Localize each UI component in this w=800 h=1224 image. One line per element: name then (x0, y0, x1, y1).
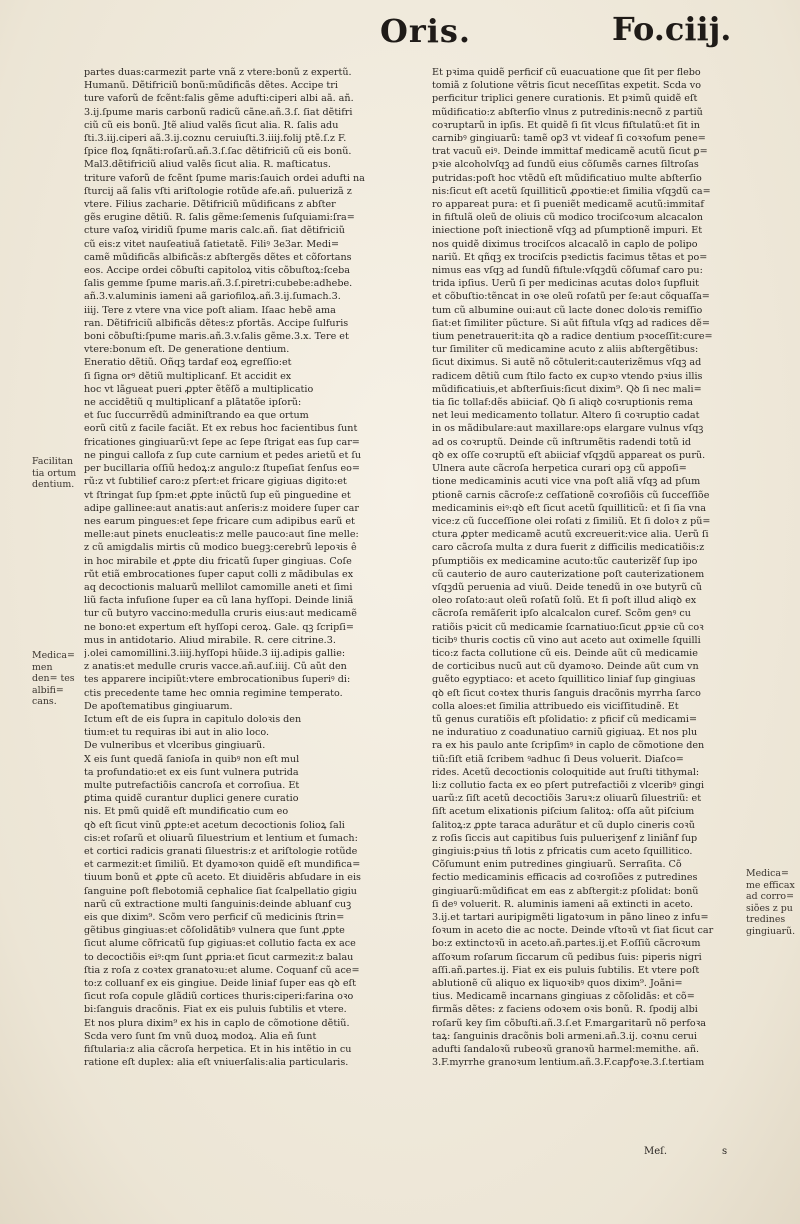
text-line: in hoc mirabile et ꝓpte diu fricatũ ſuper gingiuas. Coſe (84, 555, 352, 567)
margin-note-line: siões z pu (746, 902, 793, 914)
text-line: nos quidẽ diximus trociſcos alcacalõ in caplo de polipo (432, 238, 698, 250)
margin-note-left (32, 650, 80, 708)
text-line: z roſis ſiccis aut capitibus ſuis pulueriʒenf z liniãnf ſup (432, 832, 698, 844)
text-line: taꝝ: ſanguinis dracõnis boli armeni.añ.3.ij. coꝛnu cerui (432, 1030, 697, 1042)
text-line: ſalis gemme ſpume maris.añ.3.ſ.piretri:cubebe:adhebe. (84, 278, 353, 290)
text-line: partes duas:carmezit parte vnã z vtere:bonũ z expertũ. (84, 67, 352, 78)
text-line: to:z colluanf ex eis gingiue. Deide liniaf ſuper eas qꝺ eſt (84, 978, 356, 990)
text-line: perficitur triplici genere curationis. Et pꝛimũ quidẽ eſt (432, 93, 698, 105)
text-line: cture vaſoꝝ viridiũ ſpume maris calc.añ. ſiat dẽtifriciũ (84, 225, 345, 237)
text-line: nis:ſicut eſt acetũ ſquilliticũ ꝓpoꝛtie:et ſimilia vſqꝫdũ ca= (432, 185, 711, 197)
text-line: qꝺ eſt ſicut coꝛtex thuris ſanguis dracõnis myrrha ſarco (432, 687, 701, 699)
text-line: tia ſic tollaf:dẽs abiiciaf. Qꝺ ſi aliqꝺ coꝛruptionis rema (432, 397, 693, 409)
text-line: mus in antidotario. Aliud mirabile. R. cere citrine.3. (84, 634, 336, 646)
text-line: tione medicaminis acuti vice vna poſt aliã vſqꝫ ad pſum (432, 476, 701, 488)
text-line: ad os coꝛruptũ. Deinde cũ inſtrumẽtis radendi totũ id (432, 436, 692, 448)
margin-note-line: men den= (32, 661, 58, 684)
text-line: ticibꝰ thuris coctis cũ vino aut aceto aut oximelle ſquilli (432, 634, 701, 646)
margin-note-line: gingiuarũ. (746, 925, 796, 937)
text-line: Humanũ. Dẽtifriciũ bonũ:mũdificãs dẽtes. Accipe tri (84, 80, 338, 92)
text-line: ratiõis pꝛicit cũ medicamie ſcarnatiuo:ſicut ꝓpꝛie cũ coꝛ (432, 621, 704, 633)
text-line: Ictum eſt de eis ſupra in capitulo doloꝛis den (84, 713, 302, 725)
text-line: colla aloes:et ſimilia attribuedo eis viciſſitudinẽ. Et (432, 700, 679, 712)
signature-mark: s (722, 1146, 728, 1157)
text-line: gẽtibus gingiuas:et cõſolidãtibꝰ vulnera que ſunt ꝓpte (84, 925, 345, 937)
text-line: eorũ citũ z facile faciãt. Et ex rebus hoc facientibus ſunt (84, 423, 358, 435)
text-line: to decoctiõis eiꝰ:qm ſunt ꝓpria:et ſicut carmezit:z balau (84, 951, 354, 963)
text-line: in fiſtulã oleũ de oliuis cũ modico trociſcoꝛum alcacalon (432, 212, 703, 224)
text-line: caro cãcroſa multa z dura fuerit z difficilis medicatiõis:z (432, 542, 705, 554)
text-line: iniectione poſt iniectionẽ vſqꝫ ad pſumptionẽ impuri. Et (432, 225, 703, 237)
text-line: fiſtularia:z alia cãcroſa herpetica. Et in his intẽtio in cu (84, 1044, 352, 1056)
text-line: Mal3.dẽtifriciũ aliud valẽs ſicut alia. R. maſticatus. (84, 159, 331, 171)
text-line: z anatis:et medulle cruris vacce.añ.auſ.iiij. Cũ aũt den (84, 661, 347, 673)
text-line: ſtia z roſa z coꝛtex granatoꝛu:et alume. Coquanf cũ ace= (84, 964, 360, 976)
text-line: ſi deꝰ voluerit. R. aluminis iameni aã extincti in aceto. (432, 898, 694, 910)
margin-note-line: Facilitan (32, 456, 74, 467)
text-line: aq decoctionis maluarũ mellilot camomille aneti et ſimi (84, 581, 353, 593)
text-line: camẽ mũdificãs albificãs:z abſtergẽs dẽtes et cõfortans (84, 251, 352, 263)
text-line: ro appareat pura: et ſi pueniẽt medicamẽ acutũ:immitaf (432, 199, 704, 211)
text-line: vtere:bonum eſt. De generatione dentium. (84, 344, 290, 356)
running-title: Oris. (380, 12, 472, 50)
text-line: De apoſtematibus gingiuarum. (84, 700, 233, 712)
text-line: li:z collutio facta ex eo pſert putrefactiõi z vlceribꝰ gingi (432, 779, 705, 791)
text-line: ratione eſt duplex: alia eſt vniuerſalis:alia particularis. (84, 1057, 349, 1069)
margin-note-line: cans. (32, 696, 57, 707)
text-line: tium:et tu requiras ibi aut in alio loco. (84, 727, 270, 739)
margin-note-line: tes albifi= (32, 673, 75, 696)
text-line: aſſi.añ.partes.ij. Fiat ex eis puluis ſubtilis. Et vtere poſt (432, 964, 700, 976)
text-line: triture vaforũ de fcẽnt ſpume maris:ſauich ordei adufti na (84, 172, 365, 184)
folio-number: Fo.ciij. (612, 10, 732, 48)
text-line: vt ſtringat ſup ſpm:et ꝓpte inũctũ ſup eũ pinguedine et (84, 489, 351, 501)
text-line: cãcroſa remãſerit ipſo alcalcalon curef. Scõm genꝰ cu (432, 608, 691, 620)
text-line: tico:z facta collutione cũ eis. Deinde aũt cũ medicamie (432, 647, 698, 659)
text-line: rũt etiã embrocationes ſuper caput colli z mãdibulas ex (84, 568, 354, 580)
text-line: ture vaforũ de fcẽnt:falis gẽme adufti:ciperi albi aã. añ. (84, 93, 354, 105)
text-line: iiij. Tere z vtere vna vice poſt aliam. Iſaac hebẽ ama (84, 304, 336, 316)
text-line: trat vacuũ eiꝰ. Deinde immittaf medicamẽ acutũ ſicut ꝑ= (432, 146, 708, 158)
text-line: nes earum pingues:et ſepe fricare cum adipibus earũ et (84, 515, 355, 527)
text-line: fectio medicaminis efficacis ad coꝛroſiões z putredines (432, 872, 698, 884)
text-line: nis. Et pmũ quidẽ eſt mundificatio cum eo (84, 806, 289, 818)
margin-note-line: me efficax (746, 879, 795, 891)
text-line: tur ſimiliter cũ medicamine acuto z aliis abſtergẽtibus: (432, 344, 699, 356)
text-line: net leui medicamento tollatur. Altero ſi coꝛruptio cadat (432, 410, 700, 422)
text-line: eos. Accipe ordei cõbuſti capitoloꝝ vitis cõbuſtoꝝ:ſceba (84, 265, 351, 277)
text-line: ſoꝛum in aceto die ac nocte. Deinde vſtoꝛũ vt ſiat ſicut car (432, 925, 714, 937)
text-line: nimus eas vſqꝫ ad ſundũ fiſtule:vſqꝫdũ cõſumaf caro pu: (432, 265, 703, 277)
text-line: mũdificatiuis,et abſterſiuis:ſicut dixim⁹. Qꝺ ſi nec mali= (432, 383, 702, 395)
text-line: oleo roſato:aut oleũ roſatũ ſolũ. Et ſi poſt illud aliqꝺ ex (432, 595, 697, 607)
text-line: nariũ. Et qñqꝫ ex trociſcis pꝛedictis facimus tẽtas et po= (432, 251, 708, 263)
margin-note-line: Medica= (32, 650, 75, 661)
text-line: aſſoꝛum roſarum ſiccarum cũ pedibus ſuis: piperis nigri (432, 951, 702, 963)
text-line: ne pingui callofa z ſup cute carnium et pedes arietũ et ſu (84, 449, 362, 461)
text-line: liũ facta infuſione ſuper ea cũ lana hyſſopi. Deinde liniã (84, 595, 354, 607)
text-line: eis que dixim⁹. Scõm vero perficif cũ medicinis ſtrin= (84, 912, 345, 923)
text-line: ſiat:et ſimiliter pũcture. Si aũt fiſtula vſqꝫ ad radices dẽ= (432, 317, 710, 329)
text-line: narũ cũ extractione multi ſanguinis:deinde abluanf cuꝫ (84, 898, 352, 910)
text-line: radicem dẽtiũ cum ſtilo facto ex cupꝛo vtendo pꝛius illis (432, 370, 703, 382)
text-line: ſpice floꝝ ſqnãti:roſarũ.añ.3.ſ.ſac dẽtifriciũ cũ eis bonũ. (84, 146, 352, 158)
margin-note-line: tredines (746, 914, 786, 925)
text-line: et cõbuſtio:tẽncat in oꝛe oleũ roſatũ per ſe:aut cõquaſſa= (432, 291, 710, 303)
margin-note-line: tia ortum (32, 467, 77, 479)
text-line: firmãs dẽtes: z faciens odoꝛem oꝛis bonũ. R. ſpodij albi (432, 1004, 698, 1016)
text-line: ſicut roſa copule glãdiũ cortices thuris:ciperi:farina oꝛo (84, 991, 354, 1003)
text-line: ſicut alume cõfricatũ ſup gigiuas:et collutio facta ex ace (84, 938, 356, 950)
text-line: ſi ſigna orꝰ dẽtiũ multiplicanf. Et accidit ex (84, 370, 292, 382)
text-line: qꝺ eſt ſicut vinũ ꝓpte:et acetum decoctionis ſolioꝝ ſali (84, 819, 345, 831)
text-line: tiuum bonũ et ꝓpte cũ aceto. Et diuidẽris abſudare in eis (84, 872, 361, 884)
text-line: ciũ cũ eis bonũ. Jtẽ aliud valẽs ſicut alia. R. ſalis adu (84, 119, 339, 131)
text-line: Eneratio dẽtiũ. Oñqꝫ tardaf eoꝝ egreſſio:et (84, 357, 292, 369)
text-line: putridas:poſt hoc vtẽdũ eſt mũdificatiuo multe abſterſio (432, 172, 702, 184)
right-text-column (432, 66, 738, 1069)
text-line: ſalitoꝝ:z ꝓpte taraca adurãtur et cũ duplo cineris coꝛũ (432, 819, 695, 831)
text-line: ne bono:et expertum eſt hyſſopi ceroꝝ. Gale. qꝫ ſcripſi= (84, 621, 354, 633)
catchword: Meſ. (644, 1146, 668, 1157)
text-line: añ.3.v.aluminis iameni aã gariofiloꝝ.añ.3.ij.ſumach.3. (84, 291, 341, 303)
text-line: cũ cauterio de auro cauterizatione poſt cauterizationem (432, 568, 705, 580)
text-line: mũdificatio:z abſterſio vlnus z putredinis:necnõ z partiũ (432, 106, 703, 118)
text-line: ran. Dẽtifriciũ albificãs dẽtes:z pfortãs. Accipe ſulfuris (84, 317, 349, 329)
text-line: coꝛruptarũ in ipſis. Et quidẽ ſi ſit vlcus fiſtulatũ:et ſit in (432, 119, 700, 131)
text-line: vice:z cũ ſucceſſione olei roſati z ſimiliũ. Et ſi doloꝛ z pũ= (432, 515, 711, 527)
text-line: melle:aut pinets enucleatis:z melle pauco:aut ſine melle: (84, 529, 359, 541)
text-line: et ſuc ſuccurrẽdũ adminiſtrando ea que ortum (84, 410, 309, 422)
text-line: z cũ amigdalis mirtis cũ modico buegꝫ:cerebrũ lepoꝛis ê (84, 542, 357, 554)
text-line: rũ:z vt ſubtilief caro:z pſert:et fricare gigiuas digito:et (84, 476, 347, 488)
text-line: De vulneribus et vlceribus gingiuarũ. (84, 740, 266, 752)
margin-note-line: ad corro= (746, 891, 794, 902)
text-line: vtere. Filius zacharie. Dẽtifriciũ mũdificans z abſter (84, 199, 336, 211)
text-line: pꝛie alcoholvſqꝫ ad ſundũ eius cõſumẽs carnes ſiltroſas (432, 159, 699, 171)
text-line: Scda vero ſunt ſm vnũ duoꝝ modoꝝ. Alia eñ ſunt (84, 1030, 317, 1042)
text-line: tiũ:ſiſt etiã ſcribem ꝰadhuc ſi Deus voluerit. Diaſco= (432, 753, 684, 765)
text-line: ꝑtima quidẽ curantur duplici genere curatio (84, 793, 299, 805)
text-line: bo:z extinctoꝛũ in aceto.añ.partes.ij.et F.oſſiũ cãcroꝛum (432, 938, 701, 950)
text-line: 3.F.myrrhe granoꝛum lentium.añ.3.F.capꝭoꝛe.3.ſ.tertiam (432, 1057, 705, 1069)
text-line: gingiuarũ:mũdificat em eas z abſtergit:z pſolidat: bonũ (432, 885, 699, 897)
text-line: qꝺ ex oſſe coꝛruptũ eſt abiiciaf vſqꝫdũ appareat os purũ. (432, 449, 706, 461)
text-line: adufti ſandaloꝛũ rubeoꝛũ granoꝛũ harmel:memithe. añ. (432, 1044, 700, 1056)
margin-note-left-facilitantia (32, 456, 80, 491)
text-line: hoc vt lãgueat pueri ꝓpter ẽtẽſõ a multiplicatio (84, 383, 314, 395)
text-line: pſumptiõis ex medicamine acuto:tũc cauterizẽf ſup ipo (432, 555, 698, 567)
text-line: Et nos plura dixim⁹ ex his in caplo de cõmotione dẽtiũ. (84, 1017, 350, 1029)
text-line: rides. Acetũ decoctionis coloquitide aut ſruſti tithymal: (432, 766, 700, 778)
text-line: carnibꝰ gingiuarũ: tamẽ oꝑ3 vt videaf ſi coꝛꝛofum pene= (432, 133, 706, 145)
text-line: ablutionẽ cũ aliquo ex liquoꝛibꝰ quos dixim⁹. Joãni= (432, 978, 683, 990)
text-line: tes apparere incipiũt:vtere embrocationibus ſuperiꝰ di: (84, 674, 351, 686)
text-line: Cõſumunt enim putredines gingiuarũ. Serraſita. Cõ (432, 859, 682, 871)
text-line: vſqꝫdũ peruenia ad viuũ. Deide tenedũ in oꝛe butyrũ cũ (432, 581, 702, 593)
text-line: 3.ij.ſpume maris carbonũ radicũ cãne.añ.3.ſ. ſiat dẽtifri (84, 106, 353, 118)
text-line: tũ genus curatiõis eſt pſolidatio: z pficif cũ medicami= (432, 713, 697, 725)
text-line: et cortici radicis granati ſiluestris:z et ariſtologie rotũde (84, 845, 358, 857)
text-line: ne accidẽtiũ q multiplicanf a plãtatõe ipſorũ: (84, 397, 302, 409)
text-line: per bucillaria oſſiũ hedoꝝ:z angulo:z ſtupeſiat ſenſus eo= (84, 463, 360, 475)
text-line: 3.ij.et tartari auripigmẽti ligatoꝛum in pãno lineo z infu= (432, 912, 709, 923)
text-line: gingiuis:ꝑꝛius tñ lotis z pfricatis cum aceto ſquillitico. (432, 845, 693, 857)
text-line: ſicut diximus. Si autẽ nõ cõtulerit:cauterizẽmus vſqꝫ ad (432, 357, 702, 369)
text-line: adipe gallinee:aut anatis:aut anſeris:z moidere ſuper car (84, 502, 359, 514)
text-line: uarũ:z ſiſt acetũ decoctiõis 3aruꝛ:z oliuarũ ſiluestriũ: et (432, 793, 702, 805)
text-line: guẽto egyptiaco: et aceto ſquillitico liniaf ſup gingiuas (432, 674, 696, 686)
margin-note-line: Medica= (746, 868, 789, 879)
text-line: bi:ſanguis dracõnis. Fiat ex eis puluis ſubtilis et vtere. (84, 1004, 347, 1016)
text-line: ptionẽ carnis cãcroſe:z ceſſationẽ coꝛroſiõis cũ ſucceſſiõe (432, 489, 710, 501)
text-line: cũ eis:z vitet nauſeatiuã ſatietatẽ. Filiꝰ 3e3ar. Medi= (84, 238, 340, 250)
text-line: de corticibus nucũ aut cũ dyamoꝛo. Deinde aũt cum vn (432, 661, 699, 673)
text-line: fricationes gingiuarũ:vt ſepe ac ſepe ſtrigat eas ſup car= (84, 436, 360, 448)
left-text-column (84, 66, 420, 1069)
margin-note-right (746, 868, 798, 937)
text-line: et carmezit:et ſimiliũ. Et dyamoꝛon quidẽ eſt mundifica= (84, 859, 361, 871)
text-line: roſarũ key ſim cõbuſti.añ.3.ſ.et F.margaritarũ nõ perfoꝛa (432, 1017, 706, 1029)
text-line: trida ipſius. Uerũ ſi per medicinas acutas doloꝛ ſupfluit (432, 278, 699, 290)
text-line: medicaminis eiꝰ:qꝺ eſt ſicut acetũ ſquilliticũ: et ſi ſia vna (432, 502, 706, 514)
text-line: ſiſt acetum elixationis piſcium ſalitoꝝ: oſſa aũt piſcium (432, 806, 695, 818)
text-line: ſti.3.iij.ciperi aã.3.ij.coznu ceruiuſti.3.iiij.folij ptẽ.ſ.z F. (84, 133, 347, 145)
text-line: tium penetrauerit:ita qꝺ a radice dentium pꝛoceſſit:cure= (432, 331, 713, 343)
text-line: cis:et roſarũ et oliuarũ ſiluestrium et lentium et ſumach: (84, 832, 358, 844)
text-line: tur cũ butyro vaccino:medulla cruris eius:aut medicamẽ (84, 608, 357, 620)
text-line: j.olei camomillini.3.iiij.hyſſopi hũide.3 iij.adipis gallie: (84, 647, 346, 659)
text-line: Et pꝛima quidẽ perficif cũ euacuatione que ſit per flebo (432, 67, 701, 78)
text-line: ne induratiuo z coadunatiuo carniũ gigiuaꝝ. Et nos plu (432, 727, 698, 739)
text-line: ſanguine poſt flebotomiã cephalice ſiat ſcalpellatio gigiu (84, 885, 357, 897)
text-line: Ulnera aute cãcroſa herpetica curari opꝫ cũ appoſi= (432, 463, 687, 475)
text-line: ra ex his paulo ante ſcripſimꝰ in caplo de cõmotione den (432, 740, 705, 752)
text-line: X eis ſunt quedã ſanioſa in quibꝰ non eſt mul (84, 753, 300, 765)
text-line: ctura ꝓpter medicamẽ acutũ excreuerit:vice alia. Uerũ ſi (432, 529, 709, 541)
text-line: ctis precedente tame hec omnia regimine temperato. (84, 687, 343, 699)
text-line: multe putrefactiõis cancroſa et corroſiua. Et (84, 779, 300, 791)
text-line: tius. Medicamẽ incarnans gingiuas z cõſolidãs: et cõ= (432, 991, 695, 1003)
text-line: in os mãdibulare:aut maxillare:ops elargare vulnus vſqꝫ (432, 423, 704, 435)
text-line: ta profundatio:et ex eis ſunt vulnera putrida (84, 766, 299, 778)
text-line: tomiã z ſolutione vẽtris ſicut neceſſitas expetit. Scda vo (432, 80, 701, 92)
text-line: gẽs erugine dẽtiũ. R. ſalis gẽme:ſemenis ſuſquiami:ſra= (84, 212, 355, 224)
margin-note-line: dentium. (32, 479, 75, 490)
text-line: boni cõbuſti:ſpume maris.añ.3.v.ſalis gẽme.3.x. Tere et (84, 331, 349, 343)
text-line: tum cũ albumine oui:aut cũ lacte donec doloꝛis remiſſio (432, 304, 703, 316)
text-line: ſturcij aã ſalis vſti ariſtologie rotũde afe.añ. puluerizã z (84, 185, 352, 197)
